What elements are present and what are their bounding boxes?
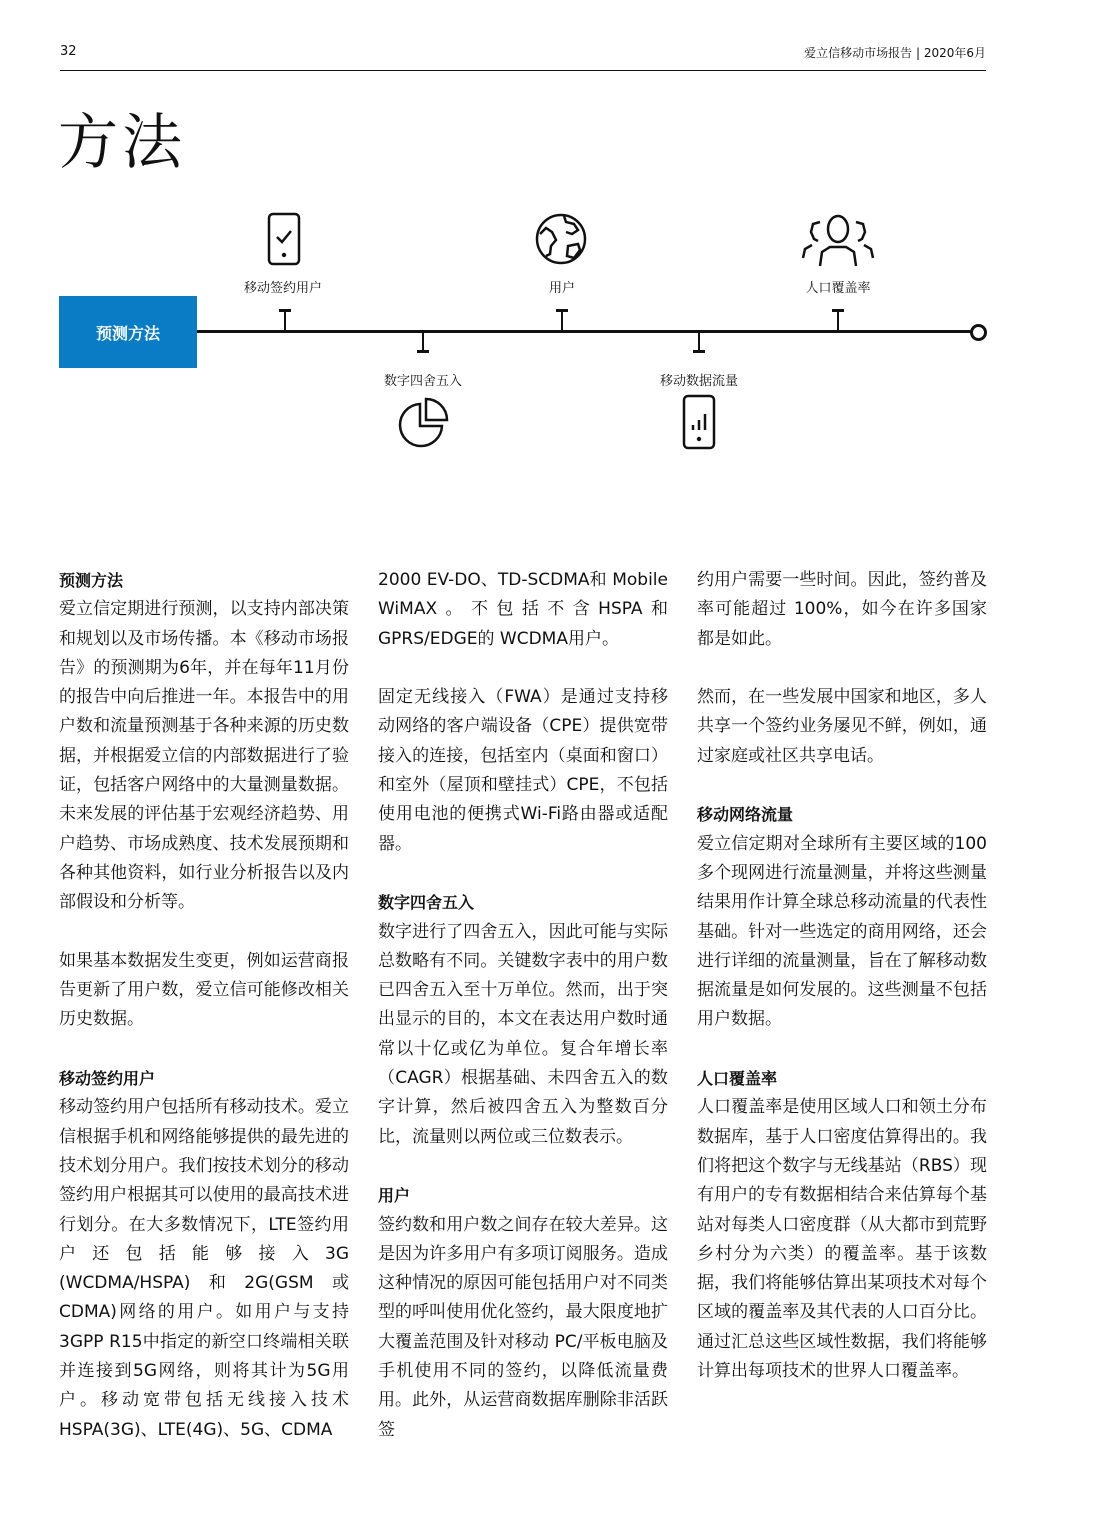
timeline-label-traffic: 移动数据流量 xyxy=(659,374,739,389)
heading-mobile-traffic: 移动网络流量 xyxy=(697,805,794,825)
heading-users: 用户 xyxy=(378,1186,411,1206)
heading-population-coverage: 人口覆盖率 xyxy=(697,1069,778,1089)
header-divider xyxy=(60,70,986,71)
paragraph-users-continued: 约用户需要一些时间。因此，签约普及率可能超过 100%，如今在许多国家都是如此。 xyxy=(697,570,987,649)
paragraph-sharing: 然而，在一些发展中国家和地区，多人共享一个签约业务屡见不鲜，例如，通过家庭或社区共享电话。 xyxy=(697,687,987,766)
phone-signal-icon xyxy=(681,394,717,450)
text-column-3 xyxy=(697,566,987,1386)
text-column-2 xyxy=(378,566,668,1445)
paragraph-rounding: 数字进行了四舍五入，因此可能与实际总数略有不同。关键数字表中的用户数已四舍五入至十万单位。然而，出于突出显示的目的，本文在表达用户数时通常以十亿或亿为单位。复合年增长率（CAGR）根据基础、未四舍五入的数字计算，然后被四舍五入为整数百分比，流量则以两位或三位数表示。 xyxy=(378,921,668,1147)
heading-mobile-subscriptions: 移动签约用户 xyxy=(59,1069,156,1089)
heading-forecast-methodology: 预测方法 xyxy=(59,571,124,590)
page-title: 方法 xyxy=(58,108,186,178)
paragraph-subscriptions-continued: 2000 EV-DO、TD-SCDMA和 Mobile WiMAX。不包括不含HSPA和GPRS/EDGE的 WCDMA用户。 xyxy=(378,570,668,649)
heading-rounding: 数字四舍五入 xyxy=(378,893,475,913)
timeline-tick xyxy=(284,309,286,330)
paragraph-subscriptions: 移动签约用户包括所有移动技术。爱立信根据手机和网络能够提供的最先进的技术划分用户。我们按技术划分的移动签约用户根据其可以使用的最高技术进行划分。在大多数情况下，LTE签约用户还包括能够接入3G (WCDMA/HSPA)和2G(GSM或CDMA)网络的用户。如用户与支持3GPP R15中指定的新空口终端相关联并连接到5G网络，则将其计为5G用户。移动宽带包括无线接入技术HSPA(3G)、LTE(4G)、5G、CDMA xyxy=(59,1097,349,1440)
timeline-label-rounding: 数字四舍五入 xyxy=(383,374,463,389)
timeline-tick xyxy=(693,350,705,353)
pie-chart-icon xyxy=(396,396,450,450)
paragraph-revision: 如果基本数据发生变更，例如运营商报告更新了用户数，爱立信可能修改相关历史数据。 xyxy=(59,950,349,1030)
paragraph-users: 签约数和用户数之间存在较大差异。这是因为许多用户有多项订阅服务。造成这种情况的原因可能包括用户对不同类型的呼叫使用优化签约，最大限度地扩大覆盖范围及针对移动 PC/平板电脑及手机使用不同的签约，以降低流量费用。此外，从运营商数据库删除非活跃签 xyxy=(378,1214,668,1440)
paragraph-coverage: 人口覆盖率是使用区域人口和领土分布数据库，基于人口密度估算得出的。我们将把这个数字与无线基站（RBS）现有用户的专有数据相结合来估算每个基站对每类人口密度群（从大都市到荒野乡村分为六类）的覆盖率。基于该数据，我们将能够估算出某项技术对每个区域的覆盖率及其代表的人口百分比。通过汇总这些区域性数据，我们将能够计算出每项技术的世界人口覆盖率。 xyxy=(697,1097,987,1382)
timeline-label-subscriptions: 移动签约用户 xyxy=(243,281,323,296)
timeline-tick xyxy=(422,333,424,351)
globe-icon xyxy=(534,212,588,266)
page-number: 32 xyxy=(60,44,77,59)
paragraph-forecast: 爱立信定期进行预测，以支持内部决策和规划以及市场传播。本《移动市场报告》的预测期为6年，并在每年11月份的报告中向后推进一年。本报告中的用户数和流量预测基于各种来源的历史数据，并根据爱立信的内部数据进行了验证，包括客户网络中的大量测量数据。未来发展的评估基于宏观经济趋势、用户趋势、市场成熟度、技术发展预期和各种其他资料，如行业分析报告以及内部假设和分析等。 xyxy=(59,599,349,913)
timeline-tick xyxy=(698,333,700,351)
text-column-1 xyxy=(59,566,349,1445)
timeline-end-marker xyxy=(970,324,987,341)
paragraph-traffic: 爱立信定期对全球所有主要区域的100多个现网进行流量测量，并将这些测量结果用作计算全球总移动流量的代表性基础。针对一些选定的商用网络，还会进行详细的流量测量，旨在了解移动数据流量是如何发展的。这些测量不包括用户数据。 xyxy=(697,833,987,1030)
timeline-start-box: 预测方法 xyxy=(59,296,197,368)
paragraph-fwa: 固定无线接入（FWA）是通过支持移动网络的客户端设备（CPE）提供宽带接入的连接，包括室内（桌面和窗口）和室外（屋顶和壁挂式）CPE，不包括使用电池的便携式Wi-Fi路由器或适配器。 xyxy=(378,687,668,854)
timeline-tick xyxy=(417,350,429,353)
running-header: 爱立信移动市场报告 | 2020年6月 xyxy=(804,46,986,60)
people-group-icon xyxy=(800,212,876,268)
timeline-label-coverage: 人口覆盖率 xyxy=(805,281,871,296)
smartphone-check-icon xyxy=(266,212,302,266)
timeline-line xyxy=(197,330,973,333)
timeline-tick xyxy=(837,309,839,330)
timeline-tick xyxy=(561,309,563,330)
timeline-label-users: 用户 xyxy=(548,281,576,296)
